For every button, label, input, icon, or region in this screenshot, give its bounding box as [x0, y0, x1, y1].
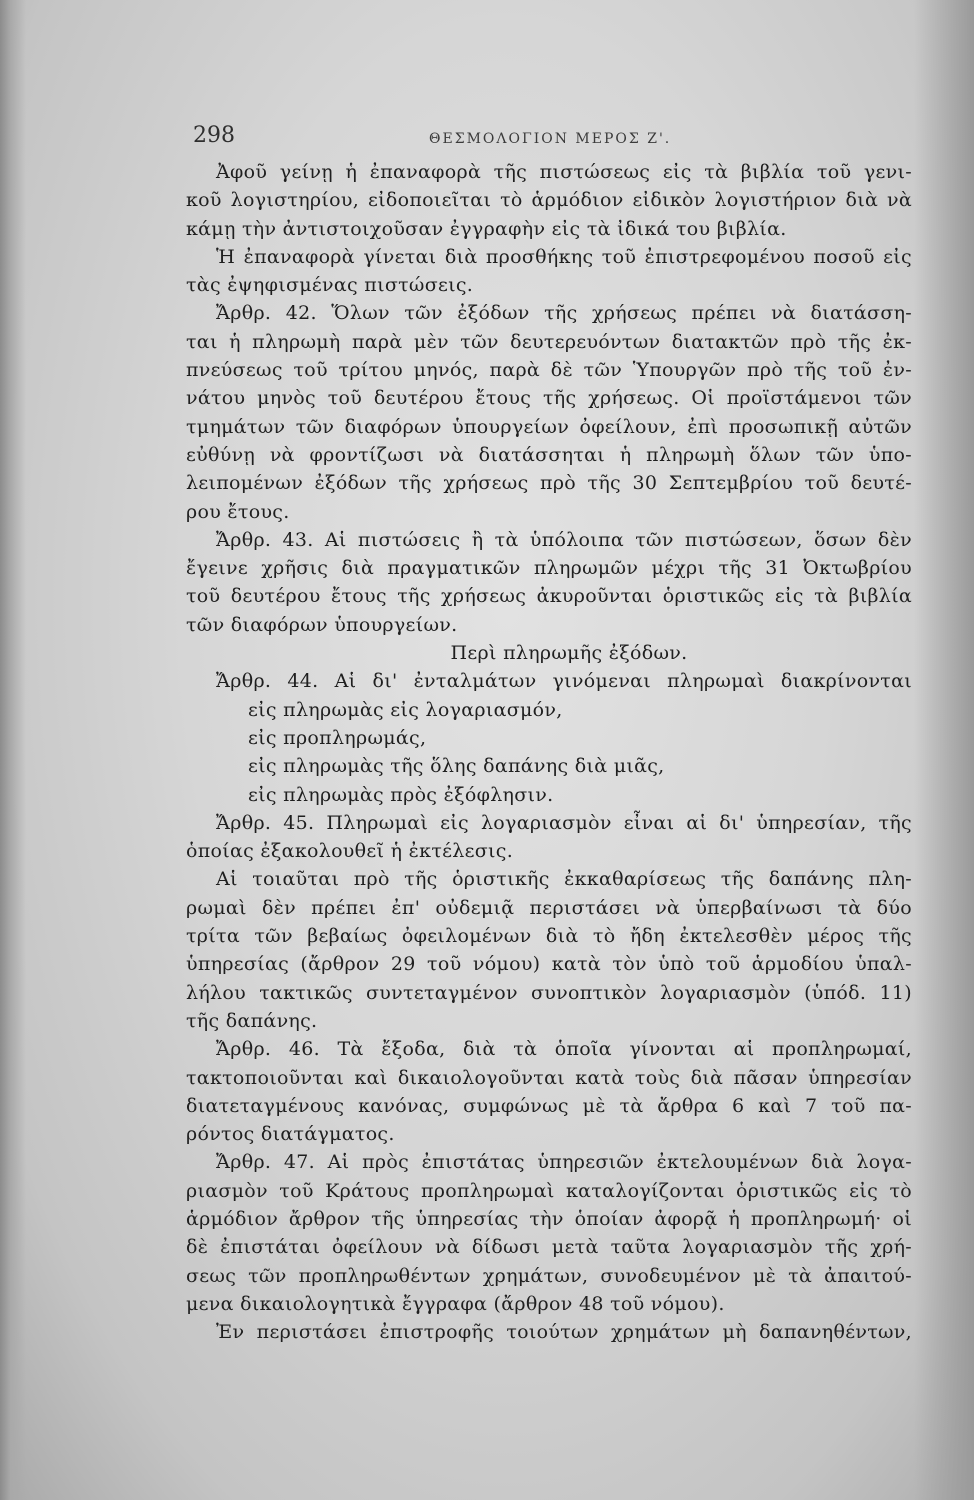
text-line: εἰς προπληρωμάς,	[248, 726, 427, 749]
page-body-text	[186, 158, 912, 1346]
text-line: τὰς ἐψηφισμένας πιστώσεις.	[186, 274, 474, 297]
text-line: ται ἡ πληρωμὴ παρὰ μὲν τῶν δευτερευόντων διατακτῶν πρὸ τῆς ἐκ-	[186, 330, 912, 353]
text-line: εἰς πληρωμὰς τῆς ὅλης δαπάνης διὰ μιᾶς,	[248, 755, 665, 778]
text-line: μενα δικαιολογητικὰ ἔγγραφα (ἄρθρον 48 τοῦ νόμου).	[186, 1292, 725, 1315]
text-line: εἰς πληρωμὰς πρὸς ἐξόφλησιν.	[248, 783, 554, 806]
text-line: τῶν διαφόρων ὑπουργείων.	[186, 613, 458, 636]
text-line: πνεύσεως τοῦ τρίτου μηνός, παρὰ δὲ τῶν Ὑπουργῶν πρὸ τῆς τοῦ ἐν-	[186, 359, 912, 382]
text-line: Αἱ τοιαῦται πρὸ τῆς ὁριστικῆς ἐκκαθαρίσεως τῆς δαπάνης πλη-	[216, 868, 912, 891]
text-line: εἰς πληρωμὰς εἰς λογαριασμόν,	[248, 698, 563, 721]
text-line: ἁρμόδιον ἄρθρον τῆς ὑπηρεσίας τὴν ὁποίαν ἀφορᾷ ἡ προπληρωμή· οἱ	[186, 1207, 912, 1230]
text-line: Ἄρθρ. 43. Αἱ πιστώσεις ἢ τὰ ὑπόλοιπα τῶν πιστώσεων, ὅσων δὲν	[216, 528, 912, 551]
text-line: ἔγεινε χρῆσις διὰ πραγματικῶν πληρωμῶν μέχρι τῆς 31 Ὀκτωβρίου	[186, 557, 912, 580]
text-line: Ἐν περιστάσει ἐπιστροφῆς τοιούτων χρημάτων μὴ δαπανηθέντων,	[216, 1321, 912, 1344]
text-line: σεως τῶν προπληρωθέντων χρημάτων, συνοδευμένον μὲ τὰ ἀπαιτού-	[186, 1264, 912, 1287]
text-line: ριασμὸν τοῦ Κράτους προπληρωμαὶ καταλογίζονται ὁριστικῶς εἰς τὸ	[186, 1179, 912, 1202]
text-line: ὁποίας ἐξακολουθεῖ ἡ ἐκτέλεσις.	[186, 840, 514, 863]
text-line: τῆς δαπάνης.	[186, 1009, 318, 1032]
text-line: Ἄρθρ. 47. Αἱ πρὸς ἐπιστάτας ὑπηρεσιῶν ἐκτελουμένων διὰ λογα-	[216, 1151, 912, 1174]
text-line: Ἄρθρ. 42. Ὅλων τῶν ἐξόδων τῆς χρήσεως πρέπει νὰ διατάσση-	[216, 302, 912, 325]
text-line: λειπομένων ἐξόδων τῆς χρήσεως πρὸ τῆς 30 Σεπτεμβρίου τοῦ δευτέ-	[186, 472, 912, 495]
text-line: δὲ ἐπιστάται ὀφείλουν νὰ δίδωσι μετὰ ταῦτα λογαριασμὸν τῆς χρή-	[186, 1236, 912, 1259]
text-line: ρωμαὶ δὲν πρέπει ἐπ' οὐδεμιᾷ περιστάσει νὰ ὑπερβαίνωσι τὰ δύο	[186, 896, 912, 919]
text-line: Ἄρθρ. 46. Τὰ ἔξοδα, διὰ τὰ ὁποῖα γίνονται αἱ προπληρωμαί,	[216, 1038, 912, 1061]
text-line: ρου ἔτους.	[186, 500, 290, 523]
text-line: τρίτα τῶν βεβαίως ὀφειλομένων διὰ τὸ ἤδη ἐκτελεσθὲν μέρος τῆς	[186, 925, 912, 948]
text-line: Ἄρθρ. 45. Πληρωμαὶ εἰς λογαριασμὸν εἶναι αἱ δι' ὑπηρεσίαν, τῆς	[216, 811, 912, 834]
text-line: εὐθύνῃ νὰ φροντίζωσι νὰ διατάσσηται ἡ πληρωμὴ ὅλων τῶν ὑπο-	[186, 443, 912, 466]
page-edge-shadow	[914, 0, 974, 1500]
text-line: Ἡ ἐπαναφορὰ γίνεται διὰ προσθήκης τοῦ ἐπιστρεφομένου ποσοῦ εἰς	[216, 245, 912, 268]
text-line: νάτου μηνὸς τοῦ δευτέρου ἔτους τῆς χρήσεως. Οἱ προϊστάμενοι τῶν	[186, 387, 912, 410]
text-line: ὑπηρεσίας (ἄρθρον 29 τοῦ νόμου) κατὰ τὸν ὑπὸ τοῦ ἁρμοδίου ὑπαλ-	[186, 953, 912, 976]
text-line: διατεταγμένους κανόνας, συμφώνως μὲ τὰ ἄρθρα 6 καὶ 7 τοῦ πα-	[186, 1094, 912, 1117]
text-line: κάμῃ τὴν ἀντιστοιχοῦσαν ἐγγραφὴν εἰς τὰ ἰδικά του βιβλία.	[186, 217, 787, 240]
text-line: Ἀφοῦ γείνῃ ἡ ἐπαναφορὰ τῆς πιστώσεως εἰς τὰ βιβλία τοῦ γενι-	[216, 161, 912, 183]
page-gutter-shadow	[0, 0, 26, 1500]
text-line: τακτοποιοῦνται καὶ δικαιολογοῦνται κατὰ τοὺς διὰ πᾶσαν ὑπηρεσίαν	[186, 1066, 912, 1089]
text-line: ρόντος διατάγματος.	[186, 1123, 395, 1146]
page-number: 298	[193, 123, 235, 148]
text-line: Ἄρθρ. 44. Αἱ δι' ἐνταλμάτων γινόμεναι πληρωμαὶ διακρίνονται	[216, 670, 912, 693]
text-line: τμημάτων τῶν διαφόρων ὑπουργείων ὀφείλουν, ἐπὶ προσωπικῇ αὐτῶν	[186, 415, 912, 438]
section-heading: Περὶ πληρωμῆς ἐξόδων.	[450, 642, 688, 665]
text-line: τοῦ δευτέρου ἔτους τῆς χρήσεως ἀκυροῦνται ὁριστικῶς εἰς τὰ βιβλία	[186, 585, 912, 608]
running-title: ΘΕΣΜΟΛΟΓΙΟΝ ΜΕΡΟΣ Ζ'.	[429, 131, 672, 147]
page-header	[193, 117, 915, 157]
text-line: λήλου τακτικῶς συντεταγμένον συνοπτικὸν λογαριασμὸν (ὑπόδ. 11)	[186, 981, 912, 1004]
text-line: κοῦ λογιστηρίου, εἰδοποιεῖται τὸ ἁρμόδιον εἰδικὸν λογιστήριον διὰ νὰ	[186, 189, 912, 212]
